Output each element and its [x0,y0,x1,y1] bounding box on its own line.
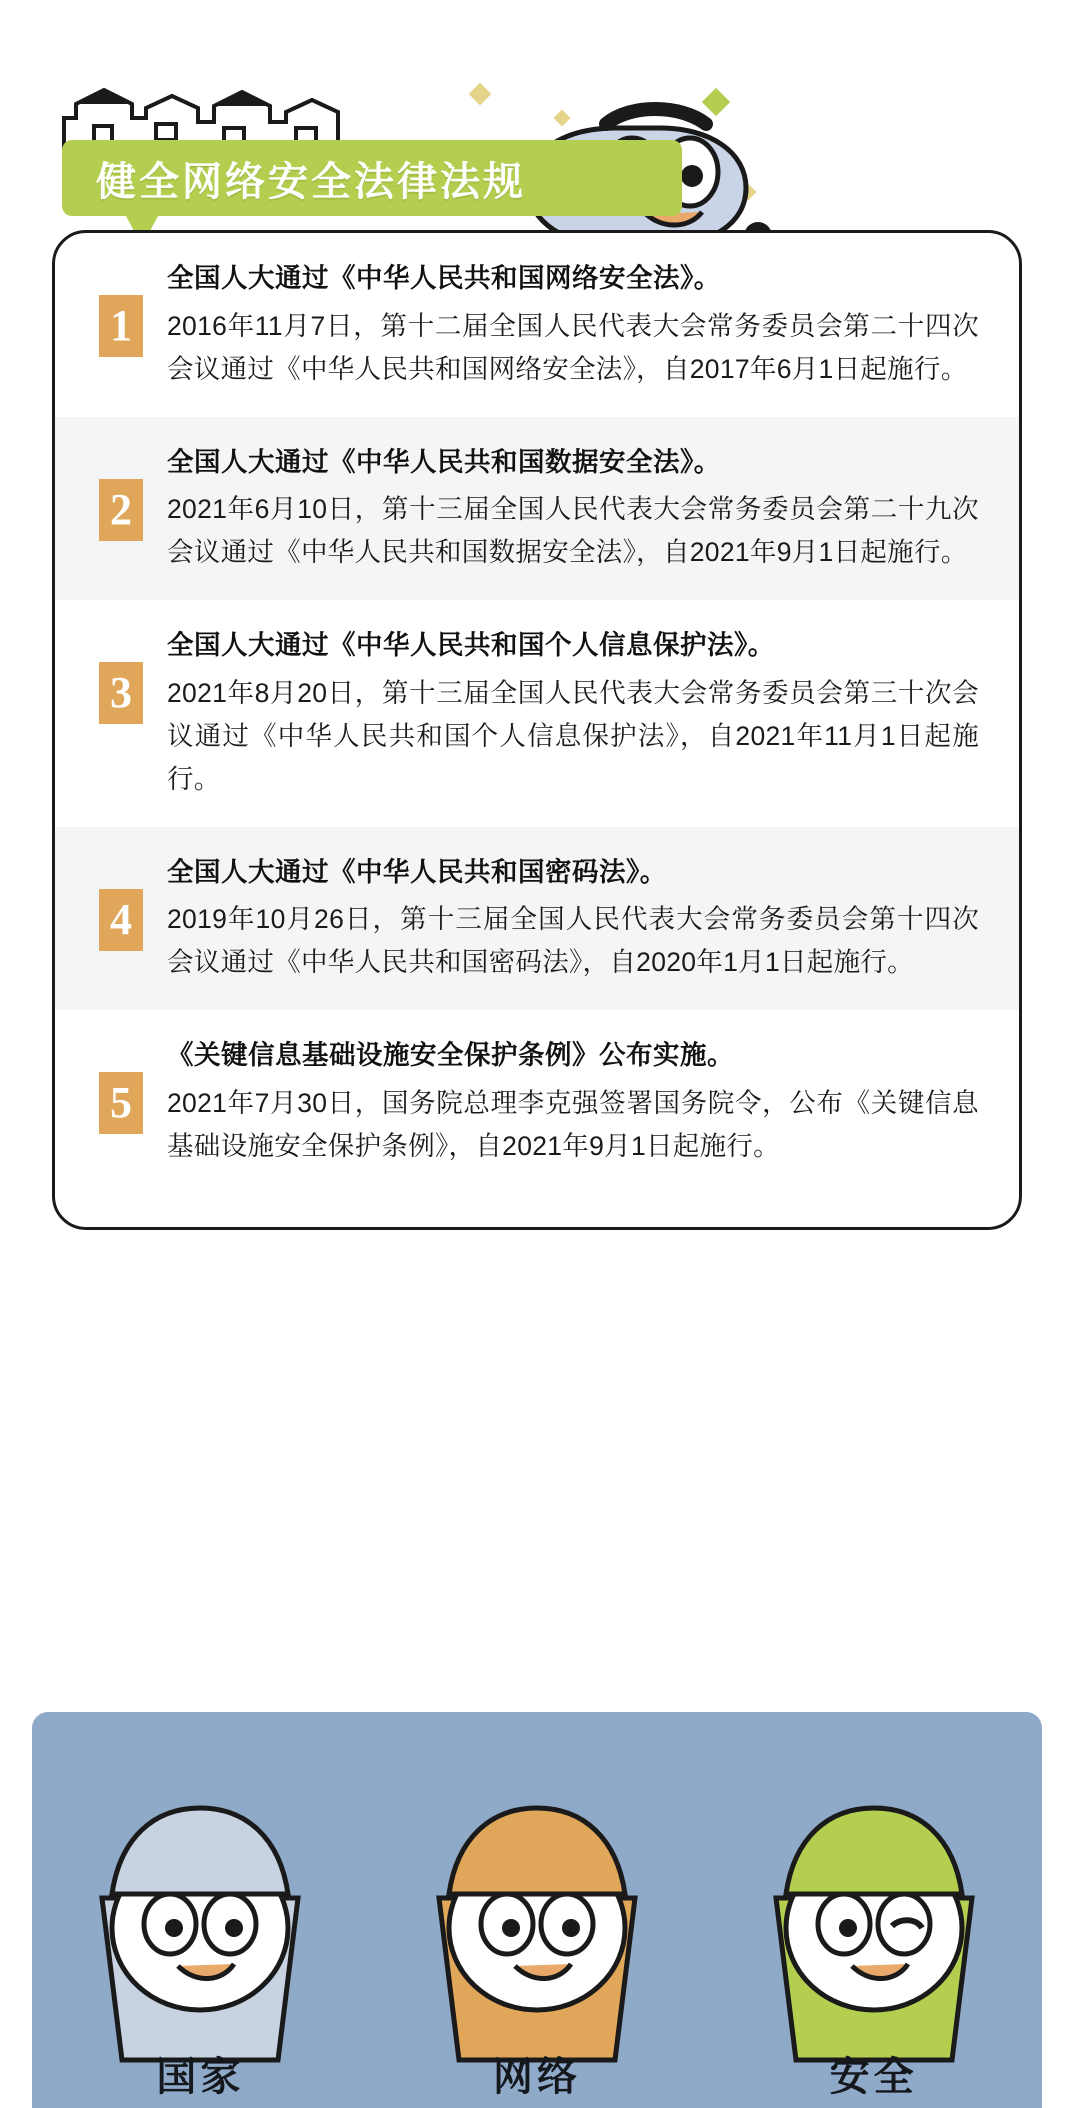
item-description: 2021年7月30日，国务院总理李克强签署国务院令，公布《关键信息基础设施安全保护条例》，自2021年9月1日起施行。 [167,1088,979,1161]
list-item [55,827,1019,1011]
cup-label: 国家 [156,2054,245,2099]
list-item [55,1010,1019,1194]
item-body [153,259,979,391]
item-description: 2021年6月10日，第十三届全国人民代表大会常务委员会第二十九次会议通过《中华人民共和国数据安全法》，自2021年9月1日起施行。 [167,494,979,568]
item-body [153,626,979,801]
item-body [153,1036,979,1168]
item-heading: 全国人大通过《中华人民共和国数据安全法》。 [167,446,721,477]
item-heading: 全国人大通过《中华人民共和国密码法》。 [167,856,667,887]
item-description: 2019年10月26日，第十三届全国人民代表大会常务委员会第十四次会议通过《中华人民共和国密码法》，自2020年1月1日起施行。 [167,904,979,978]
list-item [55,600,1019,827]
item-description: 2016年11月7日，第十二届全国人民代表大会常务委员会第二十四次会议通过《中华人民共和国网络安全法》，自2017年6月1日起施行。 [167,310,979,384]
number-badge: 4 [99,889,143,951]
item-body [153,443,979,575]
bottom-banner [32,1712,1042,2108]
item-heading: 全国人大通过《中华人民共和国个人信息保护法》。 [167,630,775,661]
mascot-cup [724,1778,1024,2108]
item-heading: 《关键信息基础设施安全保护条例》公布实施。 [167,1040,734,1071]
item-number [89,1036,153,1168]
number-badge: 1 [99,295,143,357]
item-number [89,259,153,391]
page-title-banner [62,140,682,216]
item-description: 2021年8月20日，第十三届全国人民代表大会常务委员会第三十次会议通过《中华人民共和国个人信息保护法》，自2021年11月1日起施行。 [167,677,979,794]
number-badge: 3 [99,662,143,724]
mascot-cup [50,1778,350,2108]
mascot-cup [387,1778,687,2108]
page-title: 健全网络安全法律法规 [96,159,526,204]
law-list-panel [52,230,1022,1230]
cup-label: 安全 [829,2054,918,2099]
item-number [89,626,153,801]
number-badge: 2 [99,479,143,541]
item-heading: 全国人大通过《中华人民共和国网络安全法》。 [167,263,721,293]
cup-label: 网络 [492,2054,581,2099]
list-item [55,417,1019,601]
item-body [153,853,979,985]
item-number [89,853,153,985]
list-item [55,233,1019,417]
item-number [89,443,153,575]
number-badge: 5 [99,1072,143,1134]
mascot-cup-group [32,1740,1042,2108]
